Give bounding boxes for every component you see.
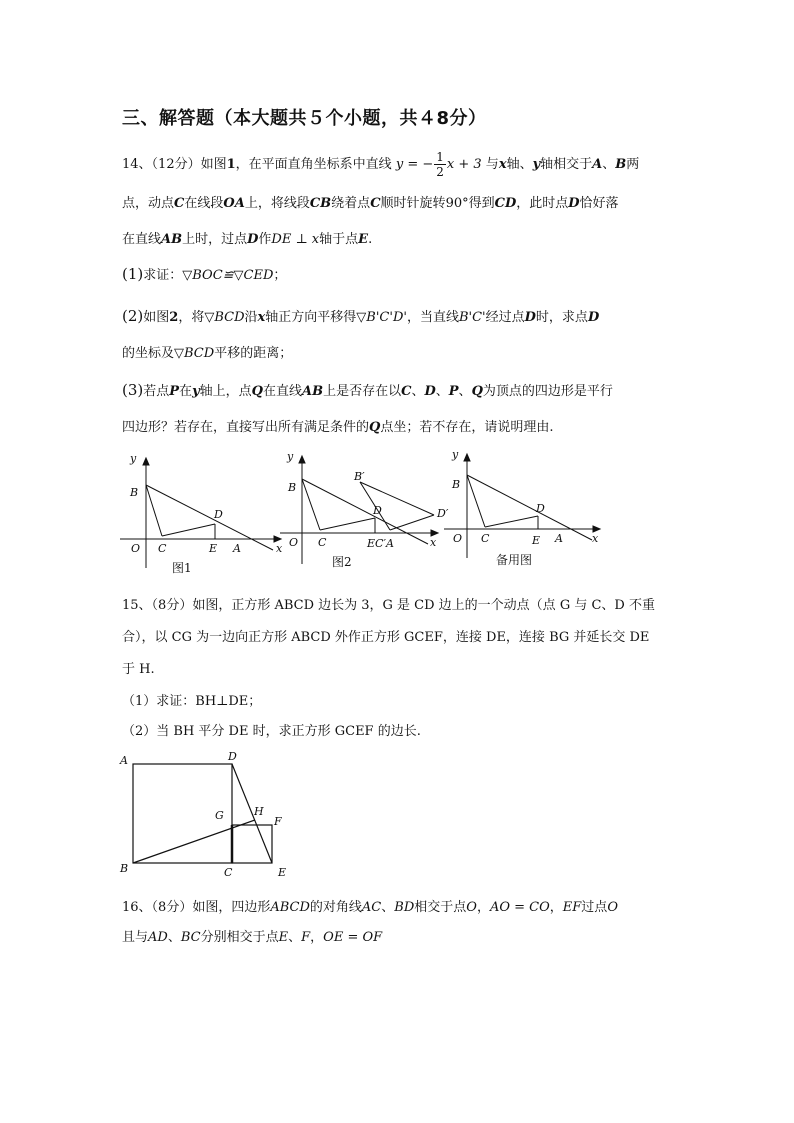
svg-text:D′: D′ <box>437 507 449 520</box>
svg-text:A: A <box>555 532 563 545</box>
y-axis-arrow-icon <box>143 458 149 465</box>
svg-text:C: C <box>224 866 233 879</box>
svg-text:D: D <box>214 508 223 521</box>
svg-text:O: O <box>289 536 299 549</box>
svg-text:y: y <box>287 450 294 463</box>
svg-text:x: x <box>430 536 437 549</box>
svg-text:D: D <box>228 750 237 763</box>
q15-line-1: 15、（8分）如图，正方形 ABCD 边长为 3，G 是 CD 边上的一个动点（点 G 与 C、D 不重 <box>122 598 655 613</box>
q15-figure <box>114 748 294 880</box>
svg-text:y: y <box>452 448 459 461</box>
q15-part-2: （2）当 BH 平分 DE 时，求正方形 GCEF 的边长. <box>122 724 421 739</box>
q14-line-3: 在直线AB上时，过点D作DE ⊥ x轴于点E. <box>122 232 373 247</box>
q14-figure-1 <box>116 448 286 576</box>
svg-text:H: H <box>254 805 264 818</box>
line-ab <box>467 475 592 540</box>
segment-cd <box>162 524 215 536</box>
svg-text:B: B <box>120 862 129 875</box>
svg-text:图1: 图1 <box>172 561 192 575</box>
y-axis-arrow-icon <box>464 454 470 461</box>
svg-text:A: A <box>120 754 128 767</box>
svg-text:A: A <box>233 542 241 555</box>
segment-cd <box>485 516 538 527</box>
svg-text:B′: B′ <box>354 470 365 483</box>
q14-part-1: (1)求证：▽BOC≌▽CED； <box>122 265 287 283</box>
q15-part-1: （1）求证：BH⊥DE； <box>122 694 262 709</box>
segment-de <box>232 764 272 863</box>
segment-bc <box>146 485 162 536</box>
section-title: 三、解答题（本大题共５个小题，共４8分） <box>122 108 487 129</box>
y-axis-arrow-icon <box>299 456 305 463</box>
svg-text:C: C <box>158 542 167 555</box>
svg-text:O: O <box>131 542 141 555</box>
q14-figure-spare <box>440 444 610 572</box>
svg-text:图2: 图2 <box>332 555 352 569</box>
svg-text:E: E <box>532 534 541 547</box>
line-ab <box>302 479 428 544</box>
svg-text:E: E <box>278 866 287 879</box>
svg-text:B: B <box>130 486 139 499</box>
q15-line-3: 于 H. <box>122 662 155 677</box>
equation: y = − <box>395 157 434 172</box>
svg-text:B: B <box>452 478 461 491</box>
svg-text:B: B <box>288 481 297 494</box>
q14-line-1: 14、（12分）如图1，在平面直角坐标系中直线 y = − $\frac{1}{2}$ x + 3 与x轴、y轴相交于A、B两 <box>122 150 640 179</box>
svg-text:O: O <box>453 532 463 545</box>
svg-text:C: C <box>318 536 327 549</box>
line-ab <box>146 485 273 550</box>
q16-line-1: 16、（8分）如图，四边形ABCD的对角线AC、BD相交于点O，AO = CO，EF过点O <box>122 900 618 915</box>
q15-line-2: 合），以 CG 为一边向正方形 ABCD 外作正方形 GCEF，连接 DE，连接 BG 并延长交 DE <box>122 630 650 645</box>
svg-text:E: E <box>209 542 218 555</box>
segment-bprime-dprime <box>360 482 434 515</box>
square-gcef <box>232 825 272 863</box>
segment-cd <box>320 518 375 530</box>
segment-bh <box>133 820 255 863</box>
q14-part-3-cont: 四边形？若存在，直接写出所有满足条件的Q点坐；若不存在，请说明理由. <box>122 420 554 435</box>
svg-text:G: G <box>215 809 224 822</box>
fraction: $\frac{1}{2}$ <box>436 150 444 179</box>
svg-text:y: y <box>130 452 137 465</box>
q16-line-2: 且与AD、BC分别相交于点E、F，OE = OF <box>122 930 383 945</box>
q14-line-2: 点，动点C在线段OA上，将线段CB绕着点C顺时针旋转90°得到CD，此时点D恰好落 <box>122 196 619 211</box>
svg-text:EC′A: EC′A <box>367 537 394 550</box>
svg-text:D: D <box>536 502 545 515</box>
svg-text:备用图: 备用图 <box>496 553 533 567</box>
svg-text:C: C <box>481 532 490 545</box>
q14-part-2: (2)如图2，将▽BCD沿x轴正方向平移得▽B'C'D'，当直线B'C'经过点D时，求点D <box>122 307 600 325</box>
svg-text:F: F <box>274 815 282 828</box>
q14-part-2-cont: 的坐标及▽BCD平移的距离； <box>122 346 293 361</box>
q14-part-3: (3)若点P在y轴上，点Q在直线AB上是否存在以C、D、P、Q为顶点的四边形是平行 <box>122 381 613 399</box>
svg-text:D: D <box>373 504 382 517</box>
svg-text:x: x <box>592 532 599 545</box>
svg-text:x: x <box>276 542 283 555</box>
segment-cprime-dprime <box>390 515 434 530</box>
q14-figure-2 <box>276 446 449 574</box>
